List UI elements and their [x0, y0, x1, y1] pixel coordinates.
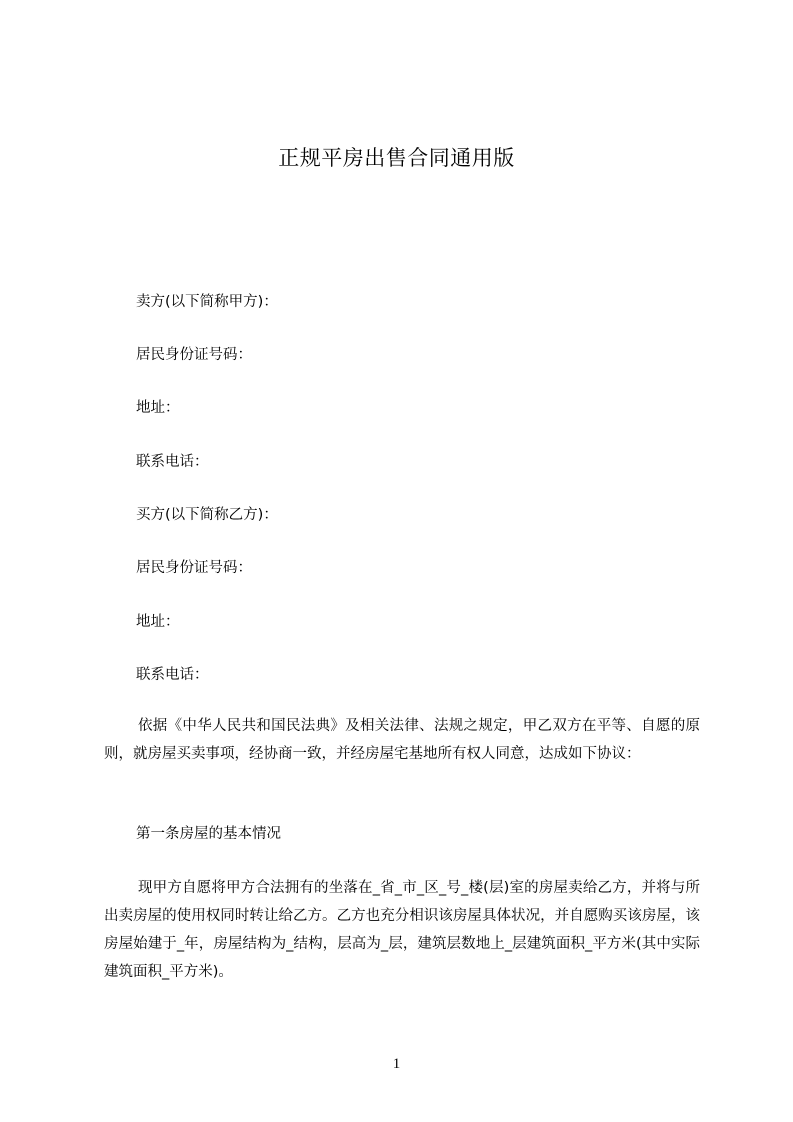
article1-heading: 第一条房屋的基本情况: [136, 826, 281, 842]
seller-label: 卖方(以下简称甲方)：: [136, 294, 278, 310]
buyer-address-label: 地址：: [136, 614, 180, 630]
seller-id-label: 居民身份证号码：: [136, 347, 252, 363]
article1-paragraph: 现甲方自愿将甲方合法拥有的坐落在_省_市_区_号_楼(层)室的房屋卖给乙方，并将与所出卖房屋的使用权同时转让给乙方。乙方也充分相识该房屋具体状况，并自愿购买该房屋，该房屋始建于_年，房屋结构为_结构，层高为_层，建筑层数地上_层建筑面积_平方米(其中实际建筑面积_平方米)。: [104, 880, 700, 980]
preamble-paragraph: 依据《中华人民共和国民法典》及相关法律、法规之规定，甲乙双方在平等、自愿的原则，就房屋买卖事项，经协商一致，并经房屋宅基地所有权人同意，达成如下协议：: [104, 718, 700, 762]
page-number: 1: [392, 1056, 401, 1072]
seller-phone-label: 联系电话：: [136, 454, 209, 470]
buyer-id-label: 居民身份证号码：: [136, 560, 252, 576]
buyer-label: 买方(以下简称乙方)：: [136, 507, 278, 523]
buyer-phone-label: 联系电话：: [136, 667, 209, 683]
document-title: 正规平房出售合同通用版: [278, 146, 515, 170]
seller-address-label: 地址：: [136, 400, 180, 416]
